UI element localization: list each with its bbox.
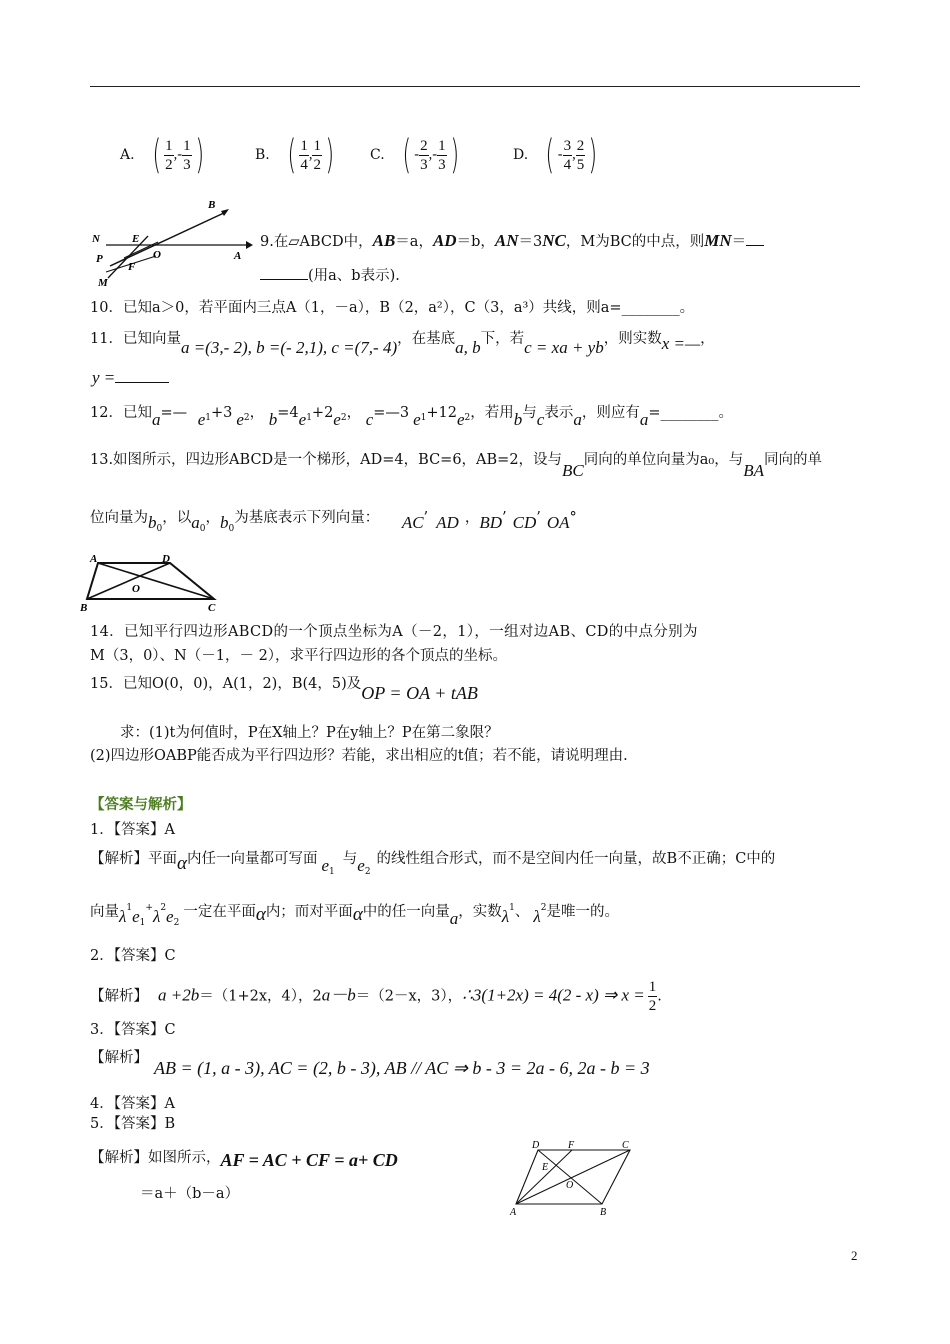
question-13-line2: 位向量为$b_0$，以$a_0$，$b_0$为基底表示下列向量： AC’ AD ，BD’ CD’ OA°	[90, 510, 577, 534]
fig2-label-a: A	[90, 553, 98, 565]
page-number: 2	[851, 1248, 858, 1263]
option-d: D. ( - $\frac{3}{4}$ , $\frac{2}{5}$ )	[513, 132, 598, 178]
option-a: A. ( $\frac{1}{2}$ ,- $\frac{1}{3}$ )	[120, 132, 204, 178]
option-c: C. ( - $\frac{2}{3}$ ,- $\frac{1}{3}$ )	[370, 132, 459, 178]
fig3-label-e: E	[542, 1162, 549, 1173]
answer-2-analysis: 【解析】 a +2b＝（1+2x，4），2a－b＝（2－x，3），∴3(1+2x) = 4(2 - x) ⇒ x = $\frac{1}{2}$ .	[90, 979, 662, 1014]
fig3-label-d: D	[532, 1140, 540, 1151]
fig1-label-b: B	[208, 199, 216, 211]
answers-heading: 【答案与解析】	[90, 797, 192, 813]
fig3-label-o: O	[566, 1180, 574, 1191]
question-14-line1: 14．已知平行四边形ABCD的一个顶点坐标为A（－2，1），一组对边AB、CD的中点分别为	[90, 624, 698, 640]
fig1-label-o: O	[153, 249, 161, 261]
fig1-label-m: M	[98, 277, 108, 289]
fig1-label-e: E	[132, 233, 140, 245]
answer-3-analysis: 【解析】 AB = (1, a - 3), AC = (2, b - 3), AB // AC ⇒ b - 3 = 2a - 6, 2a - b = 3	[90, 1050, 650, 1078]
question-12: 12．已知a=— $e_1+3$ $e_2$， $b=4e_1+2e_2$， c=—3 $e_1+12e_2$，若用b与c表示a，则应有a=________。	[90, 405, 733, 429]
answer-5: 5．【答案】B	[90, 1116, 176, 1132]
answer-1-analysis-line1: 【解析】平面α内任一向量都可写面 $e_1$与$e_2$的线性组合形式，而不是空间内任一向量，故B不正确；C中的	[90, 851, 776, 877]
fig3-label-f: F	[568, 1140, 575, 1151]
answer-4: 4．【答案】A	[90, 1096, 175, 1112]
question-13-line1: 13.如图所示，四边形ABCD是一个梯形，AD=4，BC=6，AB=2，设与BC同向的单位向量为a₀，与BA同向的单	[90, 452, 823, 480]
question-10: 10．已知a＞0，若平面内三点A（1，－a），B（2，a²），C（3，a³）共线，则a=________。	[90, 300, 695, 316]
answer-2: 2．【答案】C	[90, 948, 176, 964]
figure-parallelogram	[508, 1136, 636, 1218]
question-15-line3: (2)四边形OABP能否成为平行四边形？若能，求出相应的t值；若不能，请说明理由.	[90, 748, 628, 764]
fig2-label-o: O	[132, 583, 140, 595]
fig3-label-a: A	[510, 1207, 517, 1218]
fig1-label-a: A	[234, 250, 242, 262]
fig1-label-f: F	[128, 261, 136, 273]
question-11-y: y =	[92, 368, 169, 388]
fig2-label-d: D	[162, 553, 170, 565]
fig1-label-p: P	[96, 253, 103, 265]
answer-5-analysis-line1: 【解析】如图所示，AF = AC + CF = a+ CD	[90, 1150, 398, 1170]
question-9-line2: (用a、b表示).	[260, 264, 400, 285]
fig1-label-n: N	[92, 233, 100, 245]
question-14-line2: M（3，0）、N（－1，－ 2），求平行四边形的各个顶点的坐标。	[90, 648, 508, 664]
answer-1-analysis-line2: 向量$\lambda^1e_1^+\lambda^2e_2$一定在平面α内；而对平面α中的任一向量a，实数$\lambda^1$、 $\lambda^2$是唯一的。	[90, 903, 620, 928]
fig3-label-b: B	[600, 1207, 607, 1218]
answer-3: 3．【答案】C	[90, 1022, 176, 1038]
question-9-line1: 9.在▱ABCD中，AB＝a，AD＝b，AN＝3NC，M为BC的中点，则MN＝	[260, 230, 764, 251]
question-15-line2: 求：(1)t为何值时，P在X轴上？P在y轴上？P在第二象限？	[120, 725, 499, 741]
fig3-label-c: C	[622, 1140, 629, 1151]
figure-lines	[88, 198, 253, 290]
figure-trapezoid	[76, 550, 226, 614]
answer-5-analysis-line2: ＝a＋（b－a）	[140, 1186, 240, 1202]
question-11: 11．已知向量a =(3,- 2), b =(- 2,1), c =(7,- 4)，在基底a, b下，若c = xa + yb，则实数x =—，	[90, 331, 715, 357]
fig2-label-c: C	[208, 602, 216, 614]
option-b: B. ( $\frac{1}{4}$ , $\frac{1}{2}$ )	[255, 132, 335, 178]
header-rule	[90, 86, 860, 87]
fig2-label-b: B	[80, 602, 88, 614]
question-15-line1: 15．已知O(0，0)，A(1，2)，B(4，5)及OP = OA + tAB	[90, 676, 478, 703]
answer-1: 1．【答案】A	[90, 822, 175, 838]
